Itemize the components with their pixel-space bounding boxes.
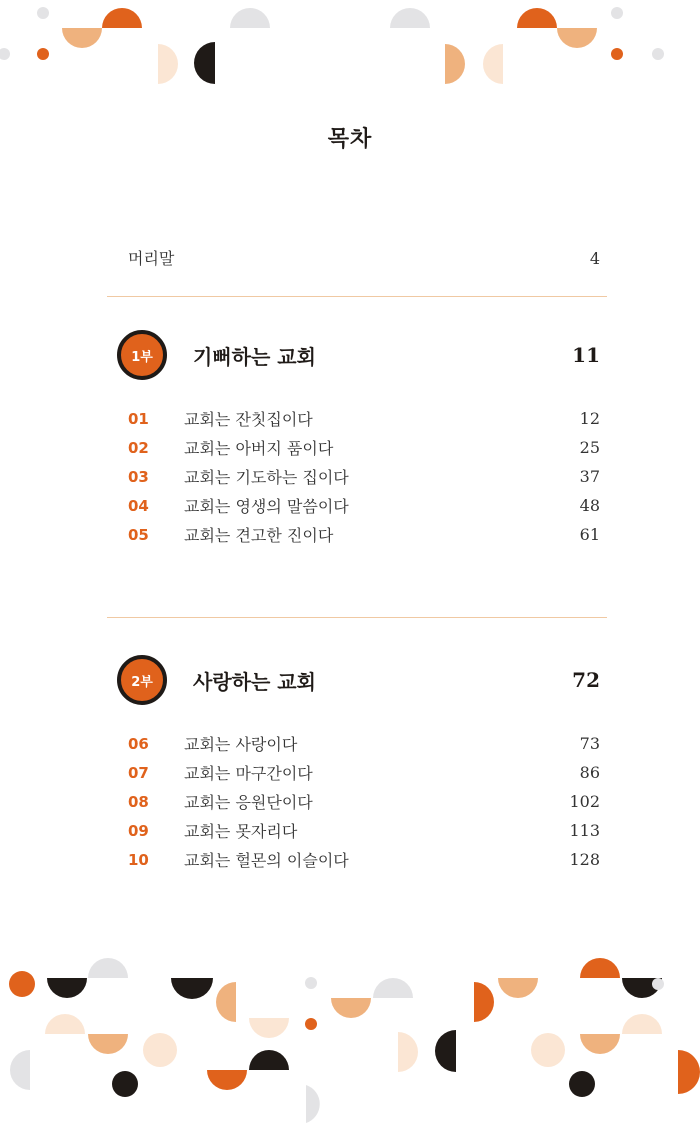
chapter-number: 10 <box>128 850 149 869</box>
chapter-number: 06 <box>128 734 149 753</box>
chapter-title: 교회는 응원단이다 <box>184 793 313 812</box>
chapter-number: 03 <box>128 467 149 486</box>
chapter-page: 48 <box>579 496 600 515</box>
chapter-entry[interactable] <box>128 816 600 845</box>
chapter-page: 113 <box>569 821 600 840</box>
chapter-title: 교회는 기도하는 집이다 <box>184 468 349 487</box>
chapter-number: 05 <box>128 525 149 544</box>
part-2-chapter-list <box>128 729 600 874</box>
chapter-entry[interactable] <box>128 520 600 549</box>
chapter-title: 교회는 못자리다 <box>184 822 298 841</box>
part-1-badge: 1부 <box>117 330 167 380</box>
chapter-page: 25 <box>579 438 600 457</box>
chapter-number: 04 <box>128 496 149 515</box>
chapter-page: 37 <box>579 467 600 486</box>
part-2-heading[interactable] <box>117 650 600 710</box>
chapter-page: 61 <box>579 525 600 544</box>
chapter-entry[interactable] <box>128 758 600 787</box>
divider <box>107 296 607 297</box>
chapter-page: 12 <box>579 409 600 428</box>
chapter-entry[interactable] <box>128 845 600 874</box>
page-title: 목차 <box>327 126 373 152</box>
chapter-page: 102 <box>569 792 600 811</box>
part-1-title: 기뻐하는 교회 <box>193 344 316 369</box>
chapter-number: 08 <box>128 792 149 811</box>
chapter-title: 교회는 영생의 말씀이다 <box>184 497 349 516</box>
chapter-entry[interactable] <box>128 491 600 520</box>
part-2-page: 72 <box>572 668 600 692</box>
part-1-page: 11 <box>572 343 600 367</box>
toc-entry-preface[interactable] <box>128 246 600 269</box>
chapter-title: 교회는 사랑이다 <box>184 735 298 754</box>
chapter-entry[interactable] <box>128 433 600 462</box>
chapter-entry[interactable] <box>128 404 600 433</box>
chapter-number: 09 <box>128 821 149 840</box>
chapter-entry[interactable] <box>128 729 600 758</box>
bottom-decorative-pattern <box>0 950 700 1123</box>
chapter-page: 73 <box>579 734 600 753</box>
chapter-title: 교회는 마구간이다 <box>184 764 313 783</box>
divider <box>107 617 607 618</box>
chapter-title: 교회는 헐몬의 이슬이다 <box>184 851 349 870</box>
chapter-number: 01 <box>128 409 149 428</box>
part-1-heading[interactable] <box>117 325 600 385</box>
chapter-title: 교회는 견고한 진이다 <box>184 526 334 545</box>
chapter-number: 07 <box>128 763 149 782</box>
part-2-title: 사랑하는 교회 <box>193 669 316 694</box>
preface-page: 4 <box>589 249 600 268</box>
part-2-badge: 2부 <box>117 655 167 705</box>
preface-label: 머리말 <box>128 249 175 268</box>
top-decorative-pattern <box>0 0 700 90</box>
chapter-number: 02 <box>128 438 149 457</box>
part-1-chapter-list <box>128 404 600 549</box>
chapter-page: 86 <box>579 763 600 782</box>
chapter-entry[interactable] <box>128 462 600 491</box>
chapter-title: 교회는 잔칫집이다 <box>184 410 313 429</box>
chapter-page: 128 <box>569 850 600 869</box>
chapter-entry[interactable] <box>128 787 600 816</box>
chapter-title: 교회는 아버지 품이다 <box>184 439 334 458</box>
